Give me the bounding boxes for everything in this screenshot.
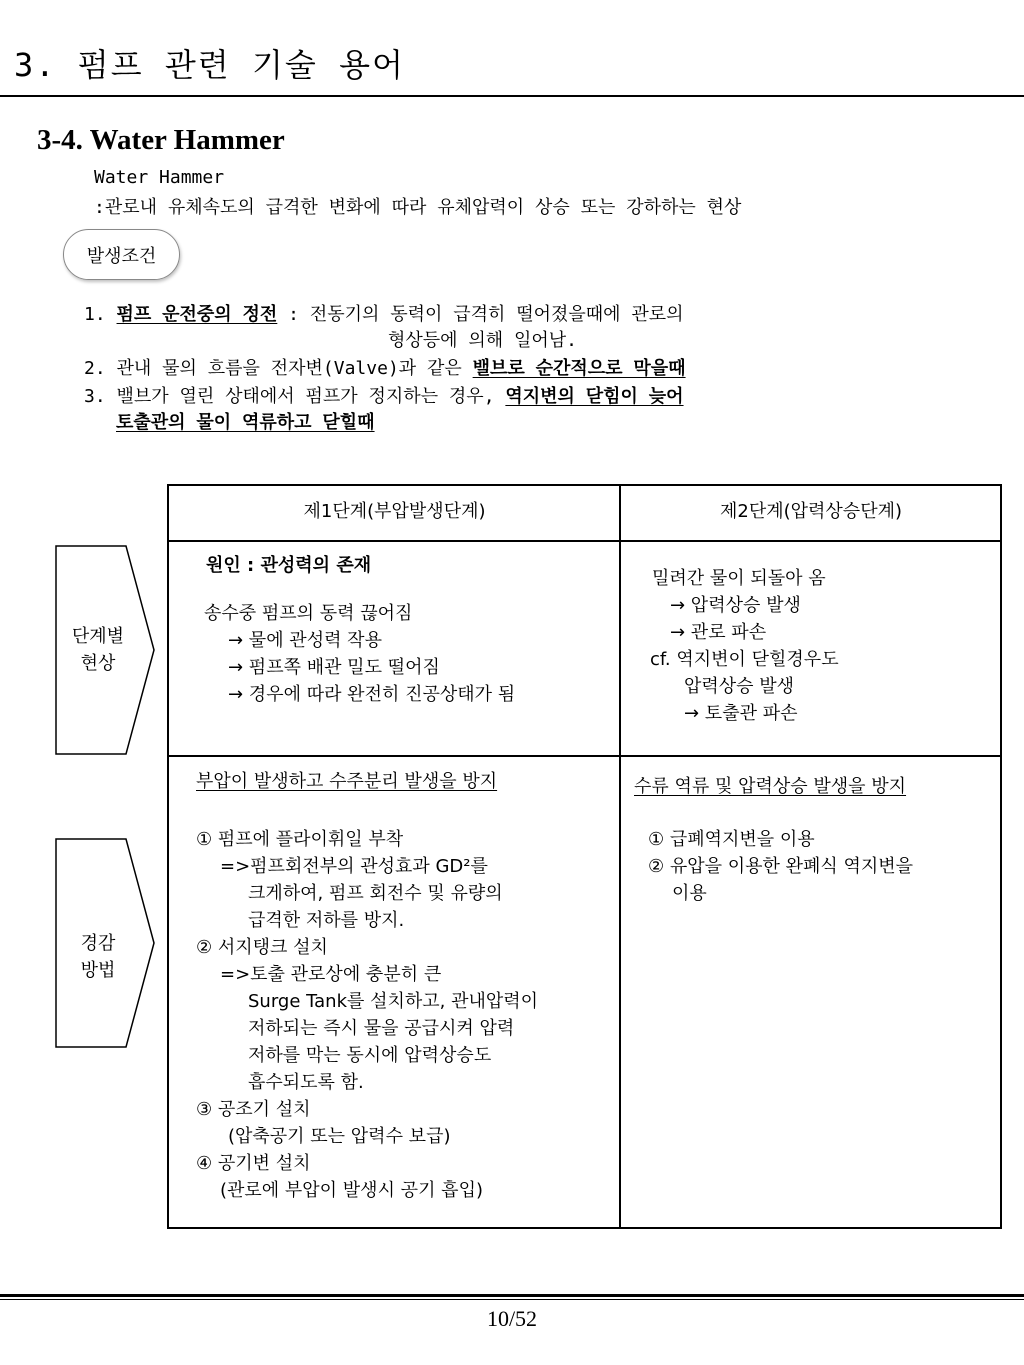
condition-item-3-cont: 토출관의 물이 역류하고 닫힐때 (116, 412, 375, 433)
stage1-method-line: (관로에 부압이 발생시 공기 흡입) (220, 1180, 483, 1201)
stage1-phenomenon (204, 600, 515, 708)
term-definition: :관로내 유체속도의 급격한 변화에 따라 유체압력이 상승 또는 강하하는 현상 (94, 197, 742, 218)
stage1-line: 송수중 펌프의 동력 끊어짐 (204, 603, 413, 624)
stage1-line: → 물에 관성력 작용 (228, 630, 382, 651)
condition-number: 3. (84, 386, 106, 407)
stage2-line: → 토출관 파손 (684, 703, 798, 724)
row-label-1-line1: 단계별 (71, 626, 125, 647)
stage2-line: cf. 역지변이 닫힐경우도 (650, 649, 839, 670)
stage2-header: 제2단계(압력상승단계) (720, 501, 902, 522)
row-label-2 (58, 930, 138, 984)
row-label-1 (58, 623, 138, 677)
condition-item-2 (84, 354, 686, 380)
stage2-line: → 관로 파손 (670, 622, 767, 643)
condition-emphasis: 밸브로 순간적으로 막을때 (472, 358, 686, 379)
section-heading: 3-4. Water Hammer (37, 124, 285, 156)
stage1-line: → 펌프쪽 배관 밀도 떨어짐 (228, 657, 440, 678)
stage1-method-line: 크게하여, 펌프 회전수 및 유량의 (248, 883, 503, 904)
stage1-method-line: =>펌프회전부의 관성효과 GD²를 (220, 856, 488, 877)
stage2-method-line: 이용 (672, 883, 707, 904)
stage2-line: 압력상승 발생 (684, 676, 795, 697)
stage1-cause: 원인 : 관성력의 존재 (206, 555, 372, 576)
row-label-2-line1: 경감 (80, 933, 116, 954)
header-divider (0, 95, 1024, 97)
stage1-method-line: 저하를 막는 동시에 압력상승도 (248, 1045, 492, 1066)
stage1-method-title: 부압이 발생하고 수주분리 발생을 방지 (196, 771, 498, 792)
stage1-method-line: (압축공기 또는 압력수 보급) (228, 1126, 451, 1147)
stage2-phenomenon (652, 565, 839, 727)
conditions-badge (63, 229, 180, 280)
condition-number: 2. (84, 358, 106, 379)
stage1-method-line: =>토출 관로상에 충분히 큰 (220, 964, 442, 985)
stage2-line: 밀려간 물이 되돌아 옴 (652, 568, 826, 589)
stage1-method-line: 저하되는 즉시 물을 공급시켜 압력 (248, 1018, 515, 1039)
page-title: 3. 펌프 관련 기술 용어 (14, 46, 405, 84)
stage1-line: → 경우에 따라 완전히 진공상태가 됨 (228, 684, 516, 705)
stage1-method-line: ④ 공기변 설치 (196, 1153, 311, 1174)
stage2-method-title: 수류 역류 및 압력상승 발생을 방지 (634, 776, 907, 797)
stage1-method-line: 흡수되도록 함. (248, 1072, 364, 1093)
footer-divider-thick (0, 1294, 1024, 1297)
stage1-method-line: ② 서지탱크 설치 (196, 937, 328, 958)
stage2-method (648, 826, 913, 907)
condition-text: 관내 물의 흐름을 전자변(Valve)과 같은 (116, 358, 473, 379)
stage2-method-line: ① 급폐역지변을 이용 (648, 829, 815, 850)
row-label-2-line2: 방법 (80, 960, 116, 981)
row-label-1-line2: 현상 (80, 653, 116, 674)
condition-emphasis: 역지변의 닫힘이 늦어 (505, 386, 684, 407)
conditions-badge-label: 발생조건 (86, 245, 157, 267)
stage1-method-line: 급격한 저하를 방지. (248, 910, 405, 931)
stage1-method-line: Surge Tank를 설치하고, 관내압력이 (248, 991, 539, 1012)
footer-divider-thin (0, 1299, 1024, 1300)
stage1-header: 제1단계(부압발생단계) (303, 501, 486, 522)
condition-item-1 (84, 300, 684, 326)
stage1-method-line: ① 펌프에 플라이휘일 부착 (196, 829, 404, 850)
condition-item-1-cont: 형상등에 의해 일어남. (388, 330, 578, 351)
term-label: Water Hammer (94, 167, 225, 188)
stage1-method-line: ③ 공조기 설치 (196, 1099, 311, 1120)
condition-text: 밸브가 열린 상태에서 펌프가 정지하는 경우, (116, 386, 506, 407)
page-number: 10/52 (486, 1306, 538, 1331)
stage2-method-line: ② 유압을 이용한 완폐식 역지변을 (648, 856, 914, 877)
condition-number: 1. (84, 304, 106, 325)
condition-item-3 (84, 382, 684, 408)
stage1-method (196, 826, 538, 1204)
stage2-line: → 압력상승 발생 (670, 595, 801, 616)
condition-emphasis: 펌프 운전중의 정전 (116, 304, 278, 325)
condition-text: : 전동기의 동력이 급격히 떨어졌을때에 관로의 (277, 304, 684, 325)
